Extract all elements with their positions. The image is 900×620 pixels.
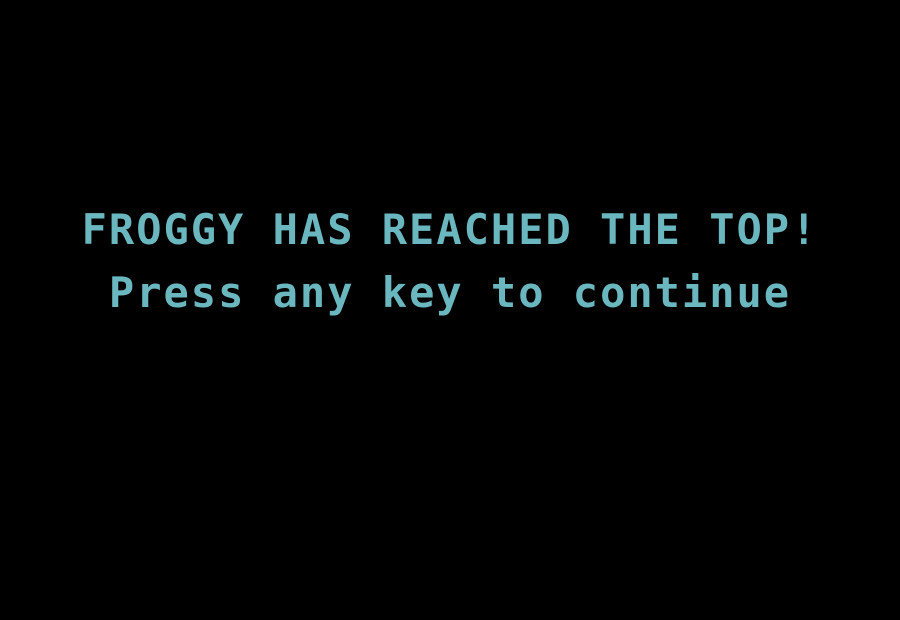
level-complete-message: FROGGY HAS REACHED THE TOP! [81,205,819,254]
continue-prompt: Press any key to continue [108,268,792,317]
